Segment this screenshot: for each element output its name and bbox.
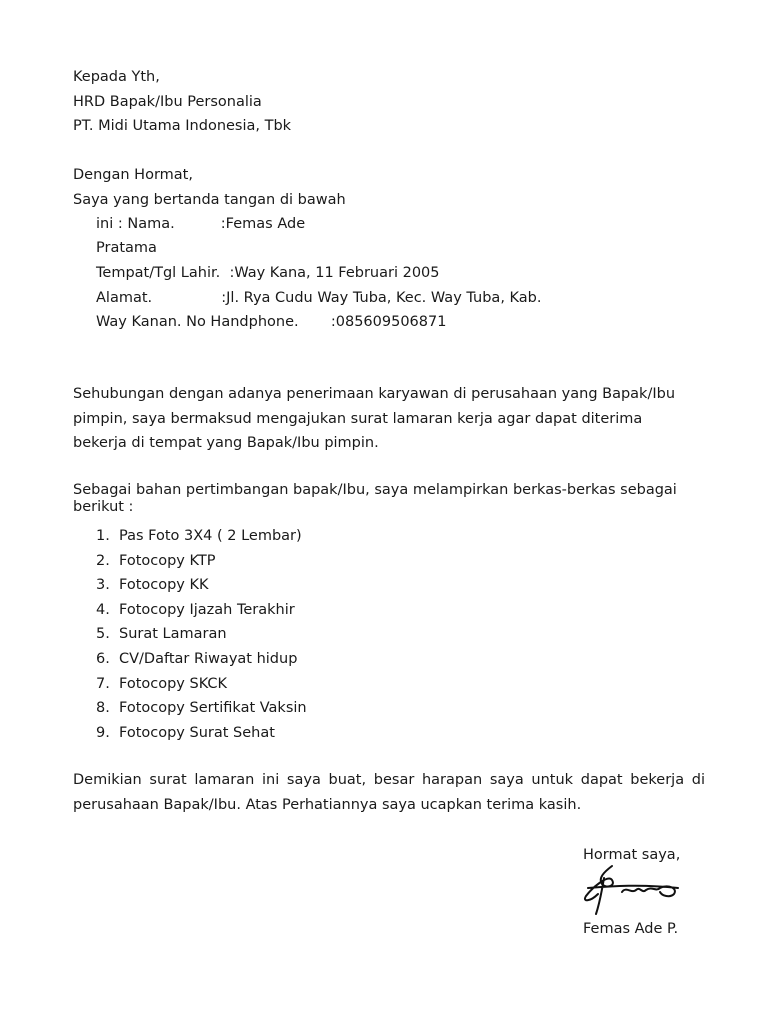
closing-paragraph: Demikian surat lamaran ini saya buat, besar harapan saya untuk dapat bekerja di perusahaan Bapak/Ibu. Atas Perhatiannya saya ucapkan terima kasih. — [73, 772, 705, 813]
list-item — [96, 524, 307, 549]
intro-text: Saya yang bertanda tangan di bawah — [73, 192, 346, 208]
identity-address-continued: Way Kanan. No Handphone. :085609506871 — [96, 314, 447, 330]
attachment-list — [96, 524, 307, 745]
list-item-text: Fotocopy KTP — [119, 552, 216, 569]
list-item — [96, 622, 307, 647]
greeting: Dengan Hormat, — [73, 167, 193, 183]
list-item — [96, 647, 307, 672]
list-item — [96, 549, 307, 574]
list-item-text: Surat Lamaran — [119, 626, 227, 643]
recipient-line-3: PT. Midi Utama Indonesia, Tbk — [73, 118, 292, 134]
list-item-text: Fotocopy KK — [119, 577, 209, 594]
list-item-text: Fotocopy Ijazah Terakhir — [119, 601, 295, 618]
list-item-number: 5. — [96, 626, 110, 643]
identity-birth: Tempat/Tgl Lahir. :Way Kana, 11 Februari 2005 — [96, 265, 440, 281]
signoff: Hormat saya, — [583, 847, 681, 863]
list-item-text: Fotocopy SKCK — [119, 675, 228, 692]
identity-address: Alamat. :Jl. Rya Cudu Way Tuba, Kec. Way Tuba, Kab. — [96, 290, 542, 306]
list-item-number: 2. — [96, 552, 110, 569]
recipient-line-1: Kepada Yth, — [73, 69, 160, 85]
list-item-text: Fotocopy Sertifikat Vaksin — [119, 700, 307, 717]
list-item — [96, 598, 307, 623]
signer-name: Femas Ade P. — [583, 921, 679, 937]
list-item-text: CV/Daftar Riwayat hidup — [119, 650, 298, 667]
list-item — [96, 696, 307, 721]
list-item-number: 1. — [96, 528, 110, 544]
identity-name: ini : Nama. :Femas Ade — [96, 216, 306, 232]
attachments-intro: Sebagai bahan pertimbangan bapak/Ibu, saya melampirkan berkas-berkas sebagai berikut : — [73, 482, 677, 515]
list-item-number: 7. — [96, 675, 110, 692]
list-item-number: 6. — [96, 650, 110, 667]
list-item-text: Fotocopy Surat Sehat — [119, 724, 275, 741]
list-item-number: 4. — [96, 601, 110, 618]
list-item-number: 8. — [96, 700, 110, 717]
paragraph-application: Sehubungan dengan adanya penerimaan karyawan di perusahaan yang Bapak/Ibu pimpin, saya bermaksud mengajukan surat lamaran kerja agar dapat diterima bekerja di tempat yang Bapak/Ibu pimpin. — [73, 386, 676, 451]
list-item-text: Pas Foto 3X4 ( 2 Lembar) — [119, 528, 302, 544]
list-item — [96, 721, 307, 746]
recipient-line-2: HRD Bapak/Ibu Personalia — [73, 94, 262, 110]
list-item — [96, 573, 307, 598]
list-item — [96, 672, 307, 697]
identity-name-continued: Pratama — [96, 240, 157, 256]
list-item-number: 9. — [96, 724, 110, 741]
list-item-number: 3. — [96, 577, 110, 594]
signature-image — [582, 858, 682, 920]
